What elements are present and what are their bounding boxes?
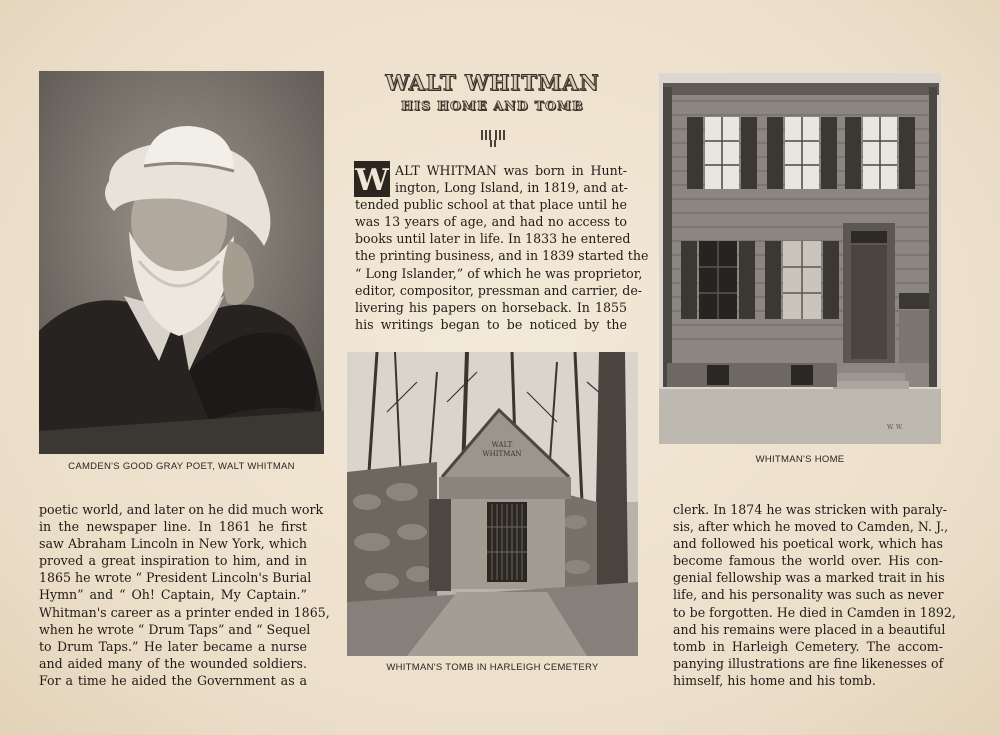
intro-line: books until later in life. In 1833 he entered	[355, 231, 631, 247]
left-line: when he wrote “ Drum Taps” and “ Sequel	[39, 621, 311, 637]
right-line: panying illustrations are fine likenesses of	[673, 655, 944, 671]
left-line: in the newspaper line. In 1861 he first	[39, 519, 307, 535]
right-line: clerk. In 1874 he was stricken with paraly-	[673, 502, 947, 517]
tomb-inscription-line: WALT	[491, 441, 513, 449]
portrait-caption: CAMDEN'S GOOD GRAY POET, WALT WHITMAN	[68, 461, 295, 472]
right-line: life, and his personality was such as never	[673, 587, 944, 603]
right-line: to be forgotten. He died in Camden in 1892,	[673, 604, 956, 620]
home-illustration	[659, 73, 941, 444]
right-column-text	[673, 501, 956, 689]
left-line: proved a great inspiration to him, and in	[39, 553, 307, 569]
intro-line: editor, compositor, pressman and carrier, de-	[355, 282, 643, 298]
right-line: himself, his home and his tomb.	[673, 672, 876, 688]
home-caption: WHITMAN'S HOME	[755, 454, 845, 465]
home-photo	[659, 73, 941, 444]
intro-line: “ Long Islander,” of which he was proprietor,	[355, 265, 643, 281]
left-line: to Drum Taps.” He later became a nurse	[39, 638, 307, 654]
tomb-photo	[347, 352, 638, 656]
left-line: Hymn” and “ Oh! Captain, My Captain.”	[39, 587, 307, 603]
left-column-text	[39, 501, 330, 689]
portrait-illustration	[39, 71, 324, 454]
intro-line: his writings began to be noticed by the	[355, 316, 627, 332]
right-line: genial fellowship was a marked trait in his	[673, 570, 945, 586]
left-line: and aided many of the wounded soldiers.	[39, 655, 307, 671]
intro-line: livering his papers on horseback. In 1855	[355, 299, 627, 315]
portrait-photo	[39, 71, 324, 454]
intro-line: ington, Long Island, in 1819, and at-	[395, 180, 628, 196]
intro-line: tended public school at that place until he	[355, 197, 627, 213]
tomb-inscription-line: WHITMAN	[482, 450, 522, 458]
left-line: saw Abraham Lincoln in New York, which	[39, 536, 307, 552]
right-line: become famous the world over. His con-	[673, 553, 943, 569]
right-line: tomb in Harleigh Cemetery. The accom-	[673, 638, 943, 654]
page-title: WALT WHITMAN	[385, 70, 600, 95]
house-mark: W. W.	[887, 424, 903, 431]
intro-paragraph	[355, 162, 649, 333]
ornament-icon	[478, 128, 508, 148]
right-line: and followed his poetical work, which has	[673, 536, 943, 552]
intro-line: ALT WHITMAN was born in Hunt-	[395, 163, 627, 178]
tomb-caption: WHITMAN'S TOMB IN HARLEIGH CEMETERY	[386, 662, 599, 673]
intro-line: the printing business, and in 1839 started the	[355, 248, 649, 264]
tomb-illustration	[347, 352, 638, 656]
left-line: Whitman's career as a printer ended in 1865,	[39, 604, 330, 620]
right-line: and his remains were placed in a beautiful	[673, 621, 946, 637]
page-subtitle: HIS HOME AND TOMB	[401, 98, 584, 113]
left-line: poetic world, and later on he did much work	[39, 502, 324, 517]
dropcap-letter: W	[355, 163, 389, 197]
intro-line: was 13 years of age, and had no access to	[355, 214, 627, 230]
left-line: For a time he aided the Government as a	[39, 672, 307, 688]
right-line: sis, after which he moved to Camden, N. J.,	[673, 519, 949, 535]
left-line: 1865 he wrote “ President Lincoln's Burial	[39, 570, 312, 586]
